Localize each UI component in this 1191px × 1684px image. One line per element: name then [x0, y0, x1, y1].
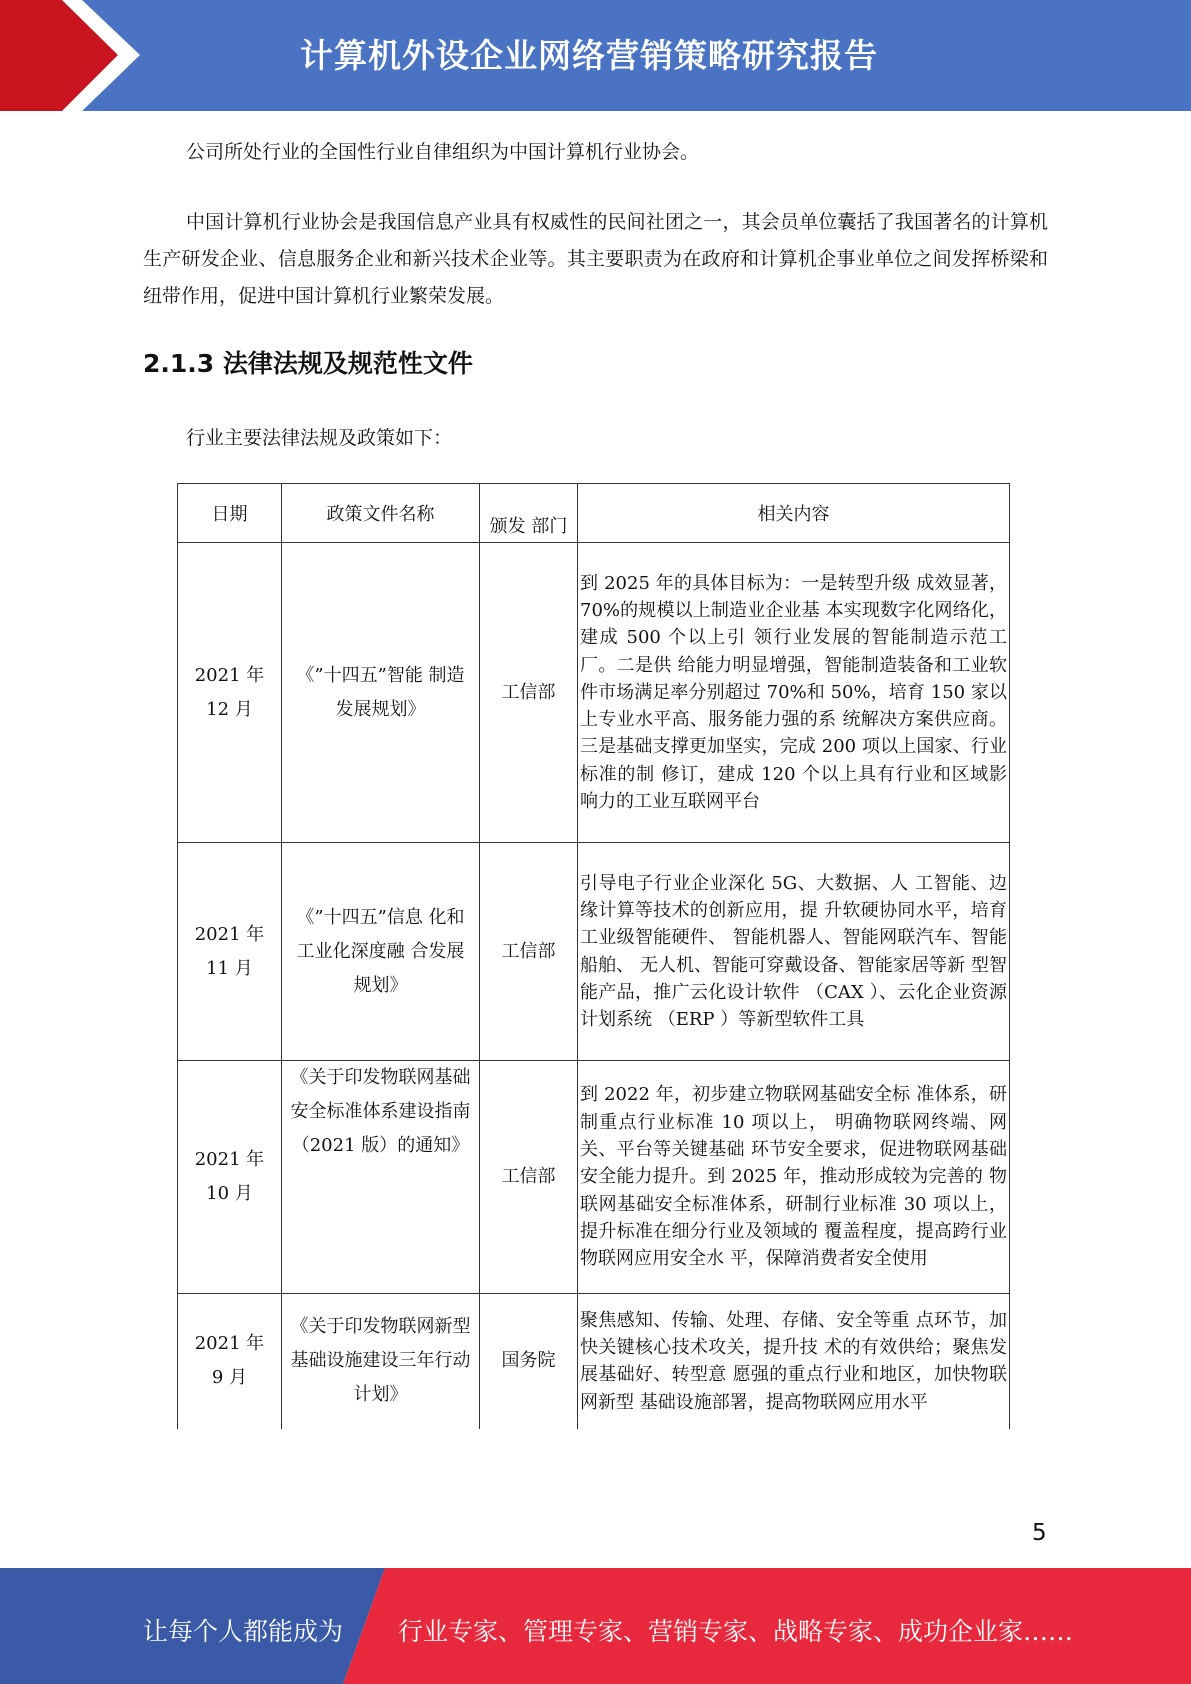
- table-intro: 行业主要法律法规及政策如下：: [186, 427, 453, 449]
- header-name: 政策文件名称: [282, 484, 480, 543]
- cell-name: 《”十四五”智能 制造发展规划》: [282, 543, 480, 843]
- table-header-row: [178, 484, 1010, 543]
- document-title: 计算机外设企业网络营销策略研究报告: [300, 36, 878, 75]
- date-year: 2021 年: [194, 923, 265, 945]
- cell-date: [178, 543, 282, 843]
- date-year: 2021 年: [194, 1149, 265, 1170]
- date-month: 12 月: [206, 698, 253, 720]
- table-row: [178, 543, 1010, 843]
- table-row: [178, 1061, 1010, 1294]
- table-row: [178, 843, 1010, 1061]
- table-row: [178, 1294, 1010, 1429]
- cell-dept: 工信部: [480, 1061, 578, 1294]
- cell-date: [178, 843, 282, 1061]
- footer-slogan-left: 让每个人都能成为: [143, 1617, 344, 1646]
- paragraph-2: 中国计算机行业协会是我国信息产业具有权威性的民间社团之一，其会员单位囊括了我国著名的计算机生产研发企业、信息服务企业和新兴技术企业等。其主要职责为在政府和计算机企事业单位之间发挥桥梁和纽带作用，促进中国计算机行业繁荣发展。: [143, 211, 1048, 307]
- cell-content: 引导电子行业企业深化 5G、大数据、人 工智能、边缘计算等技术的创新应用，提 升软硬协同水平，培育工业级智能硬件、 智能机器人、智能网联汽车、智能船舶、 无人机、智能可穿戴设备、智能家居等新 型智能产品，推广云化设计软件 （CAX ）、云化企业资源计划系统 （ERP ）等新型软件工具: [578, 843, 1010, 1061]
- footer-slogan-right: 行业专家、管理专家、营销专家、战略专家、成功企业家……: [398, 1617, 1074, 1646]
- cell-dept: 工信部: [480, 543, 578, 843]
- header-arrow-decoration: [0, 0, 160, 111]
- date-year: 2021 年: [194, 1333, 265, 1355]
- header-banner: [0, 0, 1191, 111]
- section-heading: 2.1.3 法律法规及规范性文件: [143, 349, 473, 378]
- paragraph-1: 公司所处行业的全国性行业自律组织为中国计算机行业协会。: [186, 141, 700, 163]
- cell-content: 到 2022 年，初步建立物联网基础安全标 准体系，研制重点行业标准 10 项以上， 明确物联网终端、网关、平台等关键基础 环节安全要求，促进物联网基础安全能力提升。到 2025 年，推动形成较为完善的 物联网基础安全标准体系，研制行业标准 30 项以上，提升标准在细分行业及领域的 覆盖程度，提高跨行业物联网应用安全水 平，保障消费者安全使用: [578, 1061, 1010, 1294]
- cell-content: 聚焦感知、传输、处理、存储、安全等重 点环节，加快关键核心技术攻关，提升技 术的有效供给；聚焦发展基础好、转型意 愿强的重点行业和地区，加快物联网新型 基础设施部署，提高物联网应用水平: [578, 1294, 1010, 1429]
- cell-date: [178, 1061, 282, 1294]
- page-number: 5: [1032, 1520, 1047, 1546]
- header-content: 相关内容: [578, 484, 1010, 543]
- cell-name: 《关于印发物联网新型基础设施建设三年行动计划》: [282, 1294, 480, 1429]
- cell-dept: 工信部: [480, 843, 578, 1061]
- cell-date: [178, 1294, 282, 1429]
- date-year: 2021 年: [194, 664, 265, 686]
- header-date: 日期: [178, 484, 282, 543]
- header-dept: 颁发 部门: [480, 484, 578, 543]
- cell-content: 到 2025 年的具体目标为：一是转型升级 成效显著，70%的规模以上制造业企业基 本实现数字化网络化，建成 500 个以上引 领行业发展的智能制造示范工厂。二是供 给能力明显增强，智能制造装备和工业软 件市场满足率分别超过 70%和 50%，培育 150 家以上专业水平高、服务能力强的系 统解决方案供应商。三是基础支撑更加坚实，完成 200 项以上国家、行业标准的制 修订，建成 120 个以上具有行业和区域影 响力的工业互联网平台: [578, 543, 1010, 843]
- cell-dept: 国务院: [480, 1294, 578, 1429]
- date-month: 11 月: [206, 957, 253, 979]
- date-month: 10 月: [206, 1183, 253, 1204]
- cell-name: 《关于印发物联网基础安全标准体系建设指南（2021 版）的通知》: [282, 1061, 480, 1294]
- cell-name: 《”十四五”信息 化和工业化深度融 合发展规划》: [282, 843, 480, 1061]
- date-month: 9 月: [211, 1367, 248, 1389]
- policy-table: [177, 483, 1010, 1429]
